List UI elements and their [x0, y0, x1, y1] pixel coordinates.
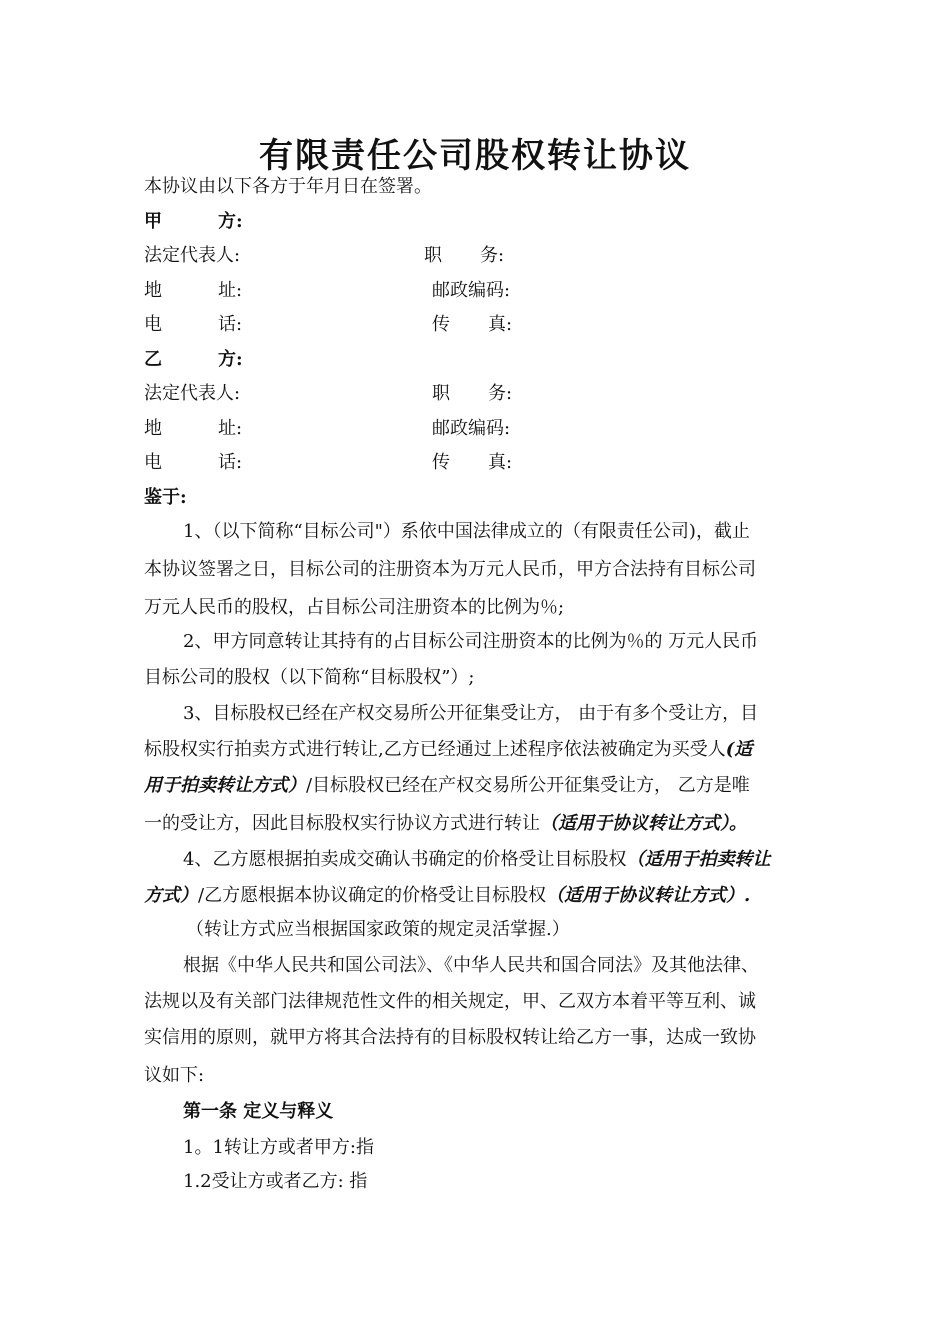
party-a-postcode: 邮政编码: [432, 280, 511, 301]
definition-1-1: 1。1转让方或者甲方:指 [183, 1137, 374, 1158]
party-a-heading-suffix: 方: [218, 211, 243, 232]
p5-line-3: 实信用的原则，就甲方将其合法持有的目标股权转让给乙方一事，达成一致协 [144, 1027, 756, 1048]
party-b-tel: 电 话: [144, 452, 243, 473]
p2-line-2: 目标公司的股权（以下简称“目标股权”）; [144, 667, 475, 688]
party-b-heading [144, 348, 243, 372]
auction-note-cont: 用于拍卖转让方式） [144, 775, 306, 796]
p5-line-1: 根据《中华人民共和国公司法》、《中华人民共和国合同法》及其他法律、 [183, 955, 759, 976]
party-a-tel: 电 话: [144, 314, 243, 335]
p5-line-2: 法规以及有关部门法律规范性文件的相关规定，甲、乙双方本着平等互利、诚 [144, 991, 756, 1012]
party-b-heading-suffix: 方: [218, 349, 243, 370]
auction-note-2: （适用于拍卖转让 [626, 849, 771, 870]
party-b-rep: 法定代表人: [144, 383, 241, 404]
p2-line-1: 2、甲方同意转让其持有的占目标公司注册资本的比例为％的 万元人民币 [183, 631, 759, 652]
party-b-position: 职 务: [432, 383, 513, 404]
whereas-heading: 鉴于: [144, 487, 187, 508]
auction-note: (适 [725, 739, 753, 760]
document-title: 有限责任公司股权转让协议 [259, 136, 691, 176]
party-a-position: 职 务: [424, 245, 505, 266]
p1-line-3: 万元人民币的股权，占目标公司注册资本的比例为％; [144, 597, 565, 618]
p4-line-1: 4、乙方愿根据拍卖成交确认书确定的价格受让目标股权（适用于拍卖转让 [183, 849, 771, 870]
agreement-note: （适用于协议转让方式）。 [540, 813, 747, 834]
p3-line-2: 标股权实行拍卖方式进行转让,乙方已经通过上述程序依法被确定为买受人(适 [144, 739, 753, 760]
p4-line-2: 方式）/乙方愿根据本协议确定的价格受让目标股权（适用于协议转让方式）. [144, 885, 751, 906]
p5-line-4: 议如下: [144, 1065, 205, 1086]
article-1-heading: 第一条 定义与释义 [183, 1101, 334, 1122]
intro-line: 本协议由以下各方于年月日在签署。 [144, 176, 432, 197]
party-b-address: 地 址: [144, 418, 243, 439]
auction-note-2-cont: 方式） [144, 885, 198, 906]
agreement-note-2: （适用于协议转让方式）. [546, 885, 751, 906]
p3-line-3: 用于拍卖转让方式）/目标股权已经在产权交易所公开征集受让方， 乙方是唯 [144, 775, 750, 796]
party-a-heading [144, 210, 243, 234]
party-b-postcode: 邮政编码: [432, 418, 511, 439]
transfer-note: （转让方式应当根据国家政策的规定灵活掌握.） [186, 919, 570, 940]
party-a-address: 地 址: [144, 280, 243, 301]
party-a-rep: 法定代表人: [144, 245, 241, 266]
definition-1-2: 1.2受让方或者乙方: 指 [183, 1171, 368, 1192]
p3-line-1: 3、目标股权已经在产权交易所公开征集受让方， 由于有多个受让方，目 [183, 703, 759, 724]
party-a-heading-char: 甲 [144, 211, 162, 232]
party-b-heading-char: 乙 [144, 349, 162, 370]
p1-line-1: 1、（以下简称“目标公司"）系依中国法律成立的（有限责任公司)，截止 [183, 521, 750, 542]
party-b-fax: 传 真: [432, 452, 513, 473]
p3-line-4: 一的受让方，因此目标股权实行协议方式进行转让（适用于协议转让方式）。 [144, 813, 747, 834]
p1-line-2: 本协议签署之日，目标公司的注册资本为万元人民币，甲方合法持有目标公司 [144, 559, 756, 580]
party-a-fax: 传 真: [432, 314, 513, 335]
